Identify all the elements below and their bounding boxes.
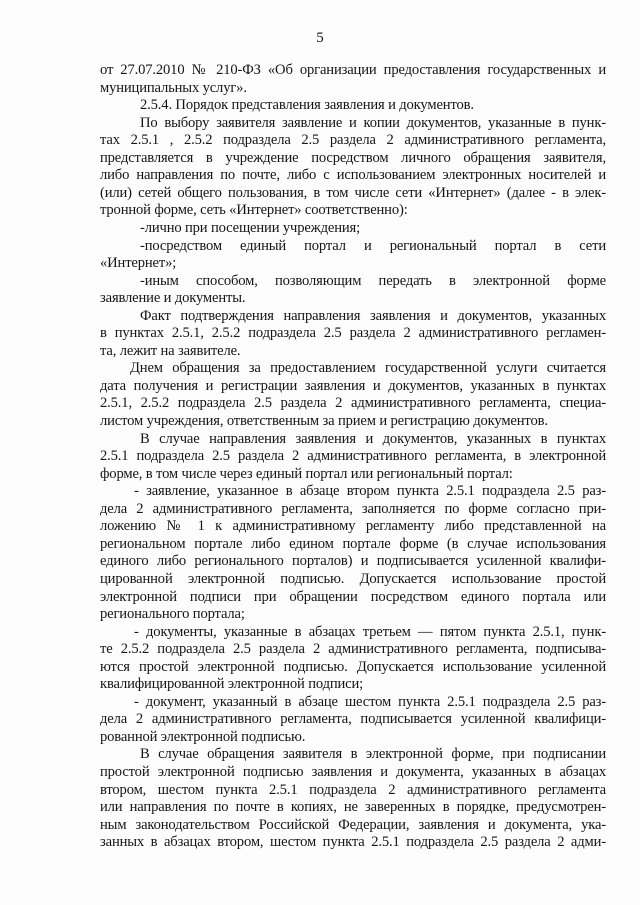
page-number: 5: [316, 30, 324, 46]
text-line: квалифицированной электронной подписи;: [100, 676, 364, 692]
text-line: те 2.5.2 подраздела 2.5 раздела 2 административного регламента, подписыва-: [100, 641, 606, 657]
text-line: Днем обращения за предоставлением государственной услуги считается: [130, 360, 606, 376]
text-line: в пунктах 2.5.1, 2.5.2 подраздела 2.5 раздела 2 административного регламен-: [100, 325, 606, 341]
text-line: Факт подтверждения направления заявления и документов, указанных: [140, 308, 606, 324]
text-line: В случае направления заявления и документов, указанных в пунктах: [140, 431, 606, 447]
text-line: тах 2.5.1 , 2.5.2 подраздела 2.5 раздела 2 административного регламента,: [100, 132, 606, 148]
text-line: По выбору заявителя заявление и копии документов, указанные в пунк-: [140, 115, 606, 131]
text-line: -лично при посещении учреждения;: [140, 220, 360, 236]
text-line: - документы, указанные в абзацах третьем — пятом пункта 2.5.1, пунк-: [134, 624, 606, 640]
text-line: -посредством единый портал и региональный портал в сети: [140, 238, 606, 254]
text-line: региональном портале либо едином портале форме (в случае использования: [100, 536, 606, 552]
text-line: занных в абзацах втором, шестом пункта 2.5.1 подраздела 2.5 раздела 2 адми-: [100, 834, 606, 850]
text-line: заявление и документы.: [100, 290, 246, 306]
text-line: листом учреждения, ответственным за прием и регистрацию документов.: [100, 413, 548, 429]
text-line: «Интернет»;: [100, 255, 177, 271]
text-line: дела 2 административного регламента, подписывается усиленной квалифици-: [100, 711, 606, 727]
text-line: 2.5.4. Порядок представления заявления и документов.: [140, 97, 474, 113]
text-line: - документ, указанный в абзаце шестом пункта 2.5.1 подраздела 2.5 раз-: [134, 694, 606, 710]
text-line: -иным способом, позволяющим передать в электронной форме: [140, 273, 606, 289]
text-line: или направления по почте в копиях, не заверенных в порядке, предусмотрен-: [100, 799, 606, 815]
text-line: простой электронной подписью заявления и документа, указанных в абзацах: [100, 764, 606, 780]
text-line: ным законодательством Российской Федерации, заявления и документа, ука-: [100, 817, 606, 833]
text-line: регионального портала;: [100, 606, 245, 622]
text-line: 2.5.1, 2.5.2 подраздела 2.5 раздела 2 административного регламента, специа-: [100, 395, 606, 411]
text-line: цированной электронной подписью. Допускается использование простой: [100, 571, 606, 587]
text-line: (или) сетей общего пользования, в том числе сети «Интернет» (далее - в элек-: [100, 185, 606, 201]
text-line: втором, шестом пункта 2.5.1 подраздела 2 административного регламента: [100, 782, 606, 798]
text-line: В случае обращения заявителя в электронной форме, при подписании: [140, 746, 606, 762]
text-line: представляется в учреждение посредством личного обращения заявителя,: [100, 150, 606, 166]
text-line: ются простой электронной подписью. Допускается использование усиленной: [100, 659, 606, 675]
text-line: 2.5.1 подраздела 2.5 раздела 2 административного регламента, в электронной: [100, 448, 606, 464]
text-line: либо направления по почте, либо с использованием электронных носителей и: [100, 167, 606, 183]
text-line: от 27.07.2010 № 210-ФЗ «Об организации предоставления государственных и: [100, 62, 606, 78]
text-line: муниципальных услуг».: [100, 80, 247, 96]
text-line: единого либо регионального порталов) и подписывается усиленной квалифи-: [100, 553, 606, 569]
text-line: ложению № 1 к административному регламенту либо представленной на: [100, 518, 606, 534]
text-line: электронной подписи при обращении посредством единого портала или: [100, 589, 606, 605]
text-line: дела 2 административного регламента, заполняется по форме согласно при-: [100, 501, 606, 517]
text-line: тронной форме, сеть «Интернет» соответственно):: [100, 202, 408, 218]
text-line: рованной электронной подписью.: [100, 729, 306, 745]
text-line: форме, в том числе через единый портал или региональный портал:: [100, 466, 513, 482]
text-line: та, лежит на заявителе.: [100, 343, 241, 359]
text-line: дата получения и регистрации заявления и документов, указанных в пунктах: [100, 378, 606, 394]
text-line: - заявление, указанное в абзаце втором пункта 2.5.1 подраздела 2.5 раз-: [134, 483, 606, 499]
